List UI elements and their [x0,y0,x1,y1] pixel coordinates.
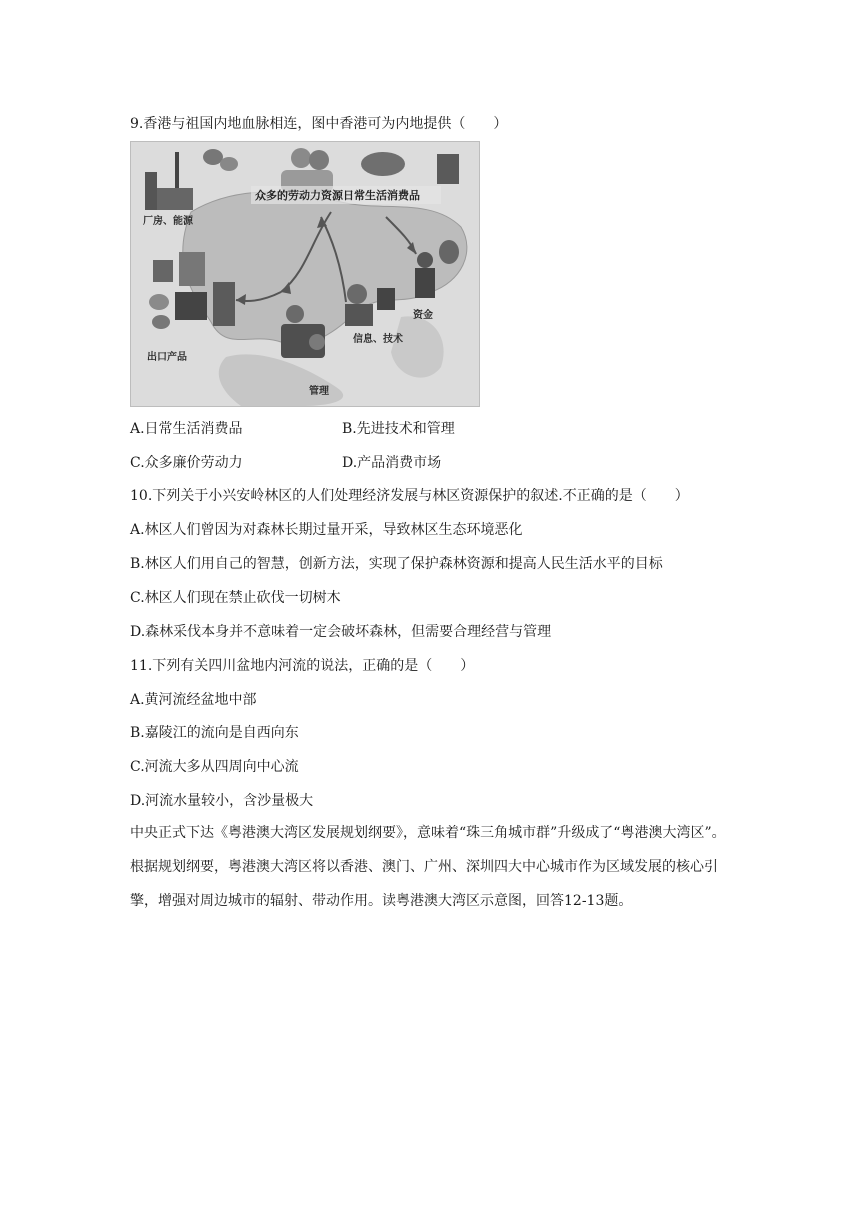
q11-option-c: C.河流大多从四周向中心流 [130,759,299,775]
q9-stem: 9.香港与祖国内地血脉相连，图中香港可为内地提供（ ） [130,116,508,132]
label-info-tech: 信息、技术 [353,334,403,345]
q9-option-d: D.产品消费市场 [342,455,442,471]
q9-option-b: B.先进技术和管理 [342,421,455,437]
label-factory: 厂房、能源 [143,216,193,227]
q10-option-d: D.森林采伐本身并不意味着一定会破坏森林，但需要合理经营与管理 [130,624,552,640]
q10-stem: 10.下列关于小兴安岭林区的人们处理经济发展与林区资源保护的叙述.不正确的是（ ） [130,488,689,504]
hong-kong-illustration [130,141,480,407]
q9-option-c: C.众多廉价劳动力 [130,455,243,471]
label-banner: 众多的劳动力资源日常生活消费品 [255,189,420,202]
q10-option-b: B.林区人们用自己的智慧，创新方法，实现了保护森林资源和提高人民生活水平的目标 [130,556,663,572]
label-export: 出口产品 [147,352,187,363]
label-management: 管理 [309,386,329,397]
passage-12-13: 中央正式下达《粤港澳大湾区发展规划纲要》，意味着“珠三角城市群”升级成了“粤港澳大湾区”。根据规划纲要，粤港澳大湾区将以香港、澳门、广州、深圳四大中心城市作为区域发展的核心引擎，增强对周边城市的辐射、带动作用。读粤港澳大湾区示意图，回答12-13题。 [130,825,726,909]
q10-option-a: A.林区人们曾因为对森林长期过量开采，导致林区生态环境恶化 [130,522,523,538]
q9-option-a: A.日常生活消费品 [130,421,243,437]
q10-option-c: C.林区人们现在禁止砍伐一切树木 [130,590,341,606]
label-capital: 资金 [413,310,433,321]
q11-option-d: D.河流水量较小，含沙量极大 [130,793,314,809]
q11-option-a: A.黄河流经盆地中部 [130,692,257,708]
q11-stem: 11.下列有关四川盆地内河流的说法，正确的是（ ） [130,658,475,674]
q11-option-b: B.嘉陵江的流向是自西向东 [130,725,299,741]
